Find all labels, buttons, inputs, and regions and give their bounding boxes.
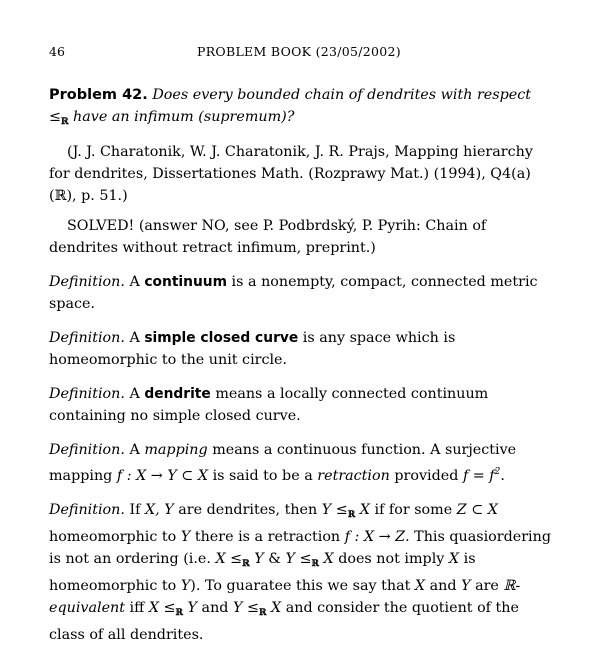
problem-reference: (J. J. Charatonik, W. J. Charatonik, J. R. Prajs, Mapping hierarchy for dendrites, Dissertationes Math. (Rozprawy Mat.) (1994), Q4(a)(ℝ), p. 51.) — [49, 144, 533, 204]
math-subscript: ℝ — [311, 559, 319, 569]
definition-term: simple closed curve — [144, 330, 299, 346]
definition-text: and — [201, 600, 229, 616]
definition-mapping — [49, 439, 553, 487]
math-formula: X, Y — [144, 502, 174, 518]
definition-label: Definition. — [49, 330, 125, 346]
problem-label: Problem 42. — [49, 87, 148, 103]
definition-text: If — [129, 502, 141, 518]
definition-text: does not imply — [338, 551, 445, 567]
definition-text: A — [129, 442, 140, 458]
math-formula: Z ⊂ X — [456, 502, 498, 518]
math-part: X ≤ — [215, 551, 243, 567]
definition-term: retraction — [317, 468, 390, 484]
math-exponent: 2 — [494, 467, 501, 477]
math-formula: Y — [180, 529, 191, 545]
math-formula — [233, 600, 281, 616]
math-subscript: ℝ — [242, 559, 250, 569]
math-part: X — [270, 600, 282, 616]
definition-dendrite — [49, 383, 553, 427]
math-formula: Y — [180, 578, 191, 594]
math-formula: f : X → Y ⊂ X — [116, 468, 209, 484]
math-part: Y ≤ — [285, 551, 312, 567]
definition-text: is said to be a — [212, 468, 313, 484]
definition-simple-closed-curve — [49, 327, 553, 371]
math-subscript: ℝ — [347, 510, 356, 520]
definition-text: A — [129, 386, 140, 402]
math-subscript: ℝ — [258, 608, 267, 618]
definition-text: are — [475, 578, 499, 594]
definition-term: dendrite — [144, 386, 211, 402]
running-title: PROBLEM BOOK (23/05/2002) — [197, 44, 401, 59]
math-formula: X — [414, 578, 426, 594]
math-part: Y ≤ — [321, 502, 348, 518]
definition-text: is any space which is homeomorphic to the unit circle. — [49, 330, 456, 368]
definition-label: Definition. — [49, 442, 125, 458]
math-part: X ≤ — [148, 600, 176, 616]
math-part: Y — [254, 551, 264, 567]
definition-term: mapping — [144, 442, 208, 458]
definition-text: is a nonempty, compact, connected metric space. — [49, 274, 538, 312]
problem-statement — [49, 84, 553, 133]
definition-text: A — [129, 330, 140, 346]
definition-text: is homeomorphic to — [49, 551, 476, 594]
definition-text: . This quasiordering is not an ordering (i.e. — [49, 529, 551, 567]
definition-continuum — [49, 271, 553, 315]
definition-text: means a locally connected continuum containing no simple closed curve. — [49, 386, 489, 424]
problem-question-subscript: ℝ — [60, 117, 69, 127]
math-formula — [215, 551, 263, 567]
definition-text: provided — [394, 468, 459, 484]
definition-text: there is a retraction — [194, 529, 341, 545]
definition-text: iff — [129, 600, 145, 616]
math-subscript: ℝ — [175, 608, 183, 618]
math-formula: f : X → Z — [344, 529, 406, 545]
problem-question-part-a: Does every bounded chain of dendrites with respect ≤ — [49, 87, 531, 125]
definition-text: and consider the quotient of the class of all dendrites. — [49, 600, 519, 643]
page-header — [49, 44, 549, 62]
problem-solved-note: SOLVED! (answer NO, see P. Podbrdský, P. Pyrih: Chain of dendrites without retract infimum, preprint.) — [49, 218, 487, 256]
math-part: Y ≤ — [232, 600, 259, 616]
math-part: X — [323, 551, 334, 567]
page-body — [49, 84, 553, 646]
definition-text: . — [500, 468, 505, 484]
definition-text: means a continuous function. A surjective mapping — [49, 442, 517, 484]
definition-term: ℝ-equivalent — [49, 578, 521, 616]
math-formula — [322, 502, 370, 518]
math-formula — [285, 551, 333, 567]
math-formula — [149, 600, 197, 616]
problem-question-part-b: have an infimum (supremum)? — [73, 109, 295, 125]
math-formula — [463, 468, 500, 484]
math-formula-base: f = f — [462, 468, 495, 484]
math-formula: Y — [461, 578, 471, 594]
definition-text: and — [429, 578, 457, 594]
definition-text: homeomorphic to — [49, 529, 177, 545]
definition-text: are dendrites, then — [178, 502, 318, 518]
math-part: X — [359, 502, 370, 518]
definition-retract-order — [49, 499, 553, 646]
definition-term: continuum — [144, 274, 227, 290]
definition-text: A — [129, 274, 140, 290]
definition-label: Definition. — [49, 502, 125, 518]
definition-text: if for some — [374, 502, 453, 518]
definition-label: Definition. — [49, 386, 125, 402]
math-formula: X — [448, 551, 460, 567]
math-part: Y — [187, 600, 197, 616]
definition-label: Definition. — [49, 274, 125, 290]
definition-text: & — [268, 551, 281, 567]
page-number: 46 — [49, 44, 65, 59]
definition-text: ). To guaratee this we say that — [190, 578, 411, 594]
